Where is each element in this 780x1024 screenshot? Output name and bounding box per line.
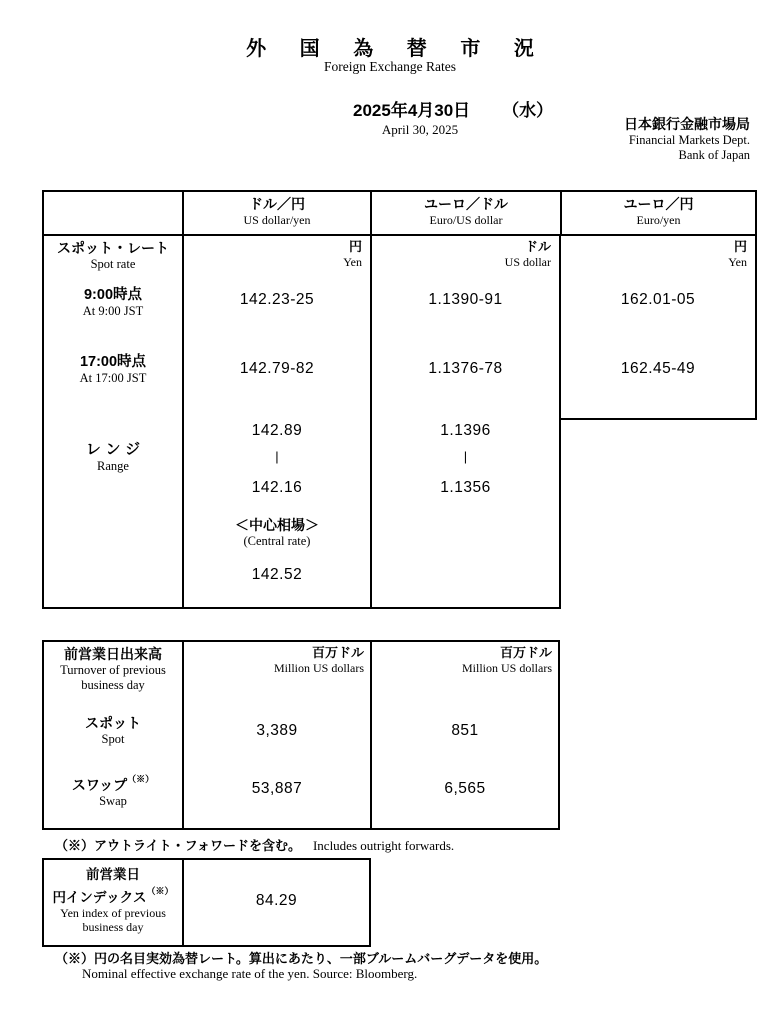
rates-row-labels: [44, 236, 182, 607]
usdjpy-label-en: US dollar/yen: [243, 213, 311, 227]
usdjpy-0900-value: 142.23-25: [239, 291, 315, 308]
usdjpy-range-low: 142.16: [251, 479, 303, 496]
eurusd-range-high: 1.1396: [440, 422, 491, 439]
turnover-title-en1: Turnover of previous: [60, 663, 166, 677]
eurusd-1700-value: 1.1376-78: [428, 360, 503, 377]
turnover-title-en2: business day: [81, 678, 145, 692]
usdjpy-range-separator: |: [275, 449, 279, 464]
central-rate-label-jp: ＜中心相場＞: [235, 517, 319, 533]
usdjpy-unit-en: Yen: [343, 255, 362, 269]
eurjpy-1700-value: 162.45-49: [620, 360, 696, 377]
row-label-range-jp: レンジ: [85, 441, 146, 458]
issuer-japanese: 日本銀行金融市場局: [624, 116, 750, 132]
footnote1-en: Includes outright forwards.: [312, 838, 455, 853]
yen-index-value: 84.29: [255, 892, 298, 909]
turnover-spot-label-en: Spot: [101, 732, 125, 746]
issuer-dept-english: Financial Markets Dept.: [628, 132, 750, 147]
yen-index-table: [42, 858, 371, 947]
central-rate-value: 142.52: [251, 566, 303, 583]
row-label-0900-jp: 9:00時点: [83, 287, 143, 303]
date-line: [353, 96, 553, 121]
row-label-range-en: Range: [97, 459, 129, 473]
yen-index-label-text: 円インデックス: [52, 890, 147, 905]
central-rate-label: [184, 516, 370, 549]
yen-index-label-jp1: 前営業日: [86, 867, 140, 882]
yen-index-label-en1: Yen index of previous: [60, 906, 166, 920]
yen-index-label: [44, 860, 182, 945]
turnover-spot-usdjpy: 3,389: [256, 722, 298, 739]
eurjpy-unit: [728, 239, 747, 269]
turnover-title-jp: 前営業日出来高: [64, 646, 162, 662]
turnover-unit-2-en: Million US dollars: [461, 661, 552, 675]
eurusd-unit-en: US dollar: [504, 255, 551, 269]
date-weekday: （水）: [502, 101, 554, 120]
eurjpy-unit-jp: 円: [733, 239, 747, 254]
footnote1-jp: （※）アウトライト・フォワードを含む。: [55, 838, 301, 853]
turnover-swap-label: [44, 770, 182, 809]
footnote-outright-forwards: [55, 835, 454, 854]
turnover-spot-label-jp: スポット: [85, 715, 141, 731]
usdjpy-unit: [343, 239, 362, 269]
eurusd-column: [370, 236, 559, 607]
yen-index-value-cell: [182, 860, 369, 945]
turnover-usdjpy-column: [182, 642, 370, 828]
usdjpy-range-high: 142.89: [251, 422, 303, 439]
turnover-swap-label-en: Swap: [99, 794, 127, 808]
turnover-swap-label-jp: [44, 770, 182, 794]
eurjpy-label-jp: ユーロ／円: [623, 196, 694, 212]
turnover-spot-eurusd: 851: [451, 722, 479, 739]
eurjpy-column: [559, 236, 757, 420]
row-label-1700: [44, 353, 182, 386]
issuer-bank-english: Bank of Japan: [678, 148, 750, 162]
eurjpy-unit-en: Yen: [728, 255, 747, 269]
row-label-0900-en: At 9:00 JST: [82, 304, 144, 318]
turnover-title: [44, 645, 182, 693]
turnover-unit-1-jp: 百万ドル: [311, 645, 364, 660]
yen-index-label-en2: business day: [82, 920, 144, 934]
usdjpy-1700-value: 142.79-82: [239, 360, 315, 377]
turnover-unit-2-jp: 百万ドル: [499, 645, 552, 660]
spot-rate-label: [44, 239, 182, 272]
turnover-swap-eurusd: 6,565: [444, 780, 486, 797]
turnover-unit-2: [462, 645, 552, 675]
rates-table-body: [42, 236, 561, 609]
eurusd-label-en: Euro/US dollar: [429, 213, 503, 227]
spot-rate-label-en: Spot rate: [90, 257, 136, 271]
usdjpy-unit-jp: 円: [348, 239, 362, 254]
usdjpy-label-jp: ドル／円: [249, 196, 305, 212]
turnover-swap-text: スワップ: [71, 777, 128, 793]
turnover-table: [42, 640, 560, 830]
eurusd-0900-value: 1.1390-91: [428, 291, 503, 308]
row-label-1700-en: At 17:00 JST: [79, 371, 147, 385]
row-label-range: [44, 441, 182, 474]
row-label-0900: [44, 286, 182, 319]
date-japanese: 2025年4月30日: [353, 101, 471, 120]
footnote2-jp: （※）円の名目実効為替レート。算出にあたり、一部ブルームバーグデータを使用。: [55, 951, 548, 966]
spot-rate-label-jp: スポット・レート: [57, 240, 169, 256]
yen-index-label-jp2: [44, 883, 182, 906]
rates-header-blank: [44, 192, 182, 234]
eurusd-range-separator: |: [463, 449, 468, 464]
yen-index-note-marker: （※）: [146, 886, 174, 896]
turnover-eurusd-column: [370, 642, 558, 828]
eurusd-unit: [505, 239, 551, 269]
turnover-swap-note-marker: （※）: [127, 774, 155, 784]
turnover-row-labels: [44, 642, 182, 828]
central-rate-label-en: (Central rate): [243, 534, 311, 548]
issuer-block: [624, 117, 750, 164]
turnover-unit-1-en: Million US dollars: [273, 661, 364, 675]
date-english: April 30, 2025: [381, 122, 459, 137]
turnover-unit-1: [274, 645, 364, 675]
eurusd-unit-jp: ドル: [524, 239, 551, 254]
eurusd-label-jp: ユーロ／ドル: [424, 196, 508, 212]
page-title: 外 国 為 替 市 況: [246, 38, 548, 60]
eurjpy-0900-value: 162.01-05: [620, 291, 696, 308]
page-title-english: Foreign Exchange Rates: [324, 59, 456, 74]
turnover-spot-label: [44, 714, 182, 747]
rates-table-header: [42, 190, 757, 236]
row-label-1700-jp: 17:00時点: [79, 354, 147, 370]
rates-header-eurjpy: [560, 192, 755, 234]
eurjpy-label-en: Euro/yen: [636, 213, 681, 227]
rates-header-usdjpy: [182, 192, 370, 234]
turnover-swap-usdjpy: 53,887: [251, 780, 303, 797]
eurusd-range-low: 1.1356: [440, 479, 491, 496]
usdjpy-column: [182, 236, 370, 607]
footnote2-en: Nominal effective exchange rate of the yen. Source: Bloomberg.: [82, 966, 418, 981]
rates-header-eurusd: [370, 192, 560, 234]
